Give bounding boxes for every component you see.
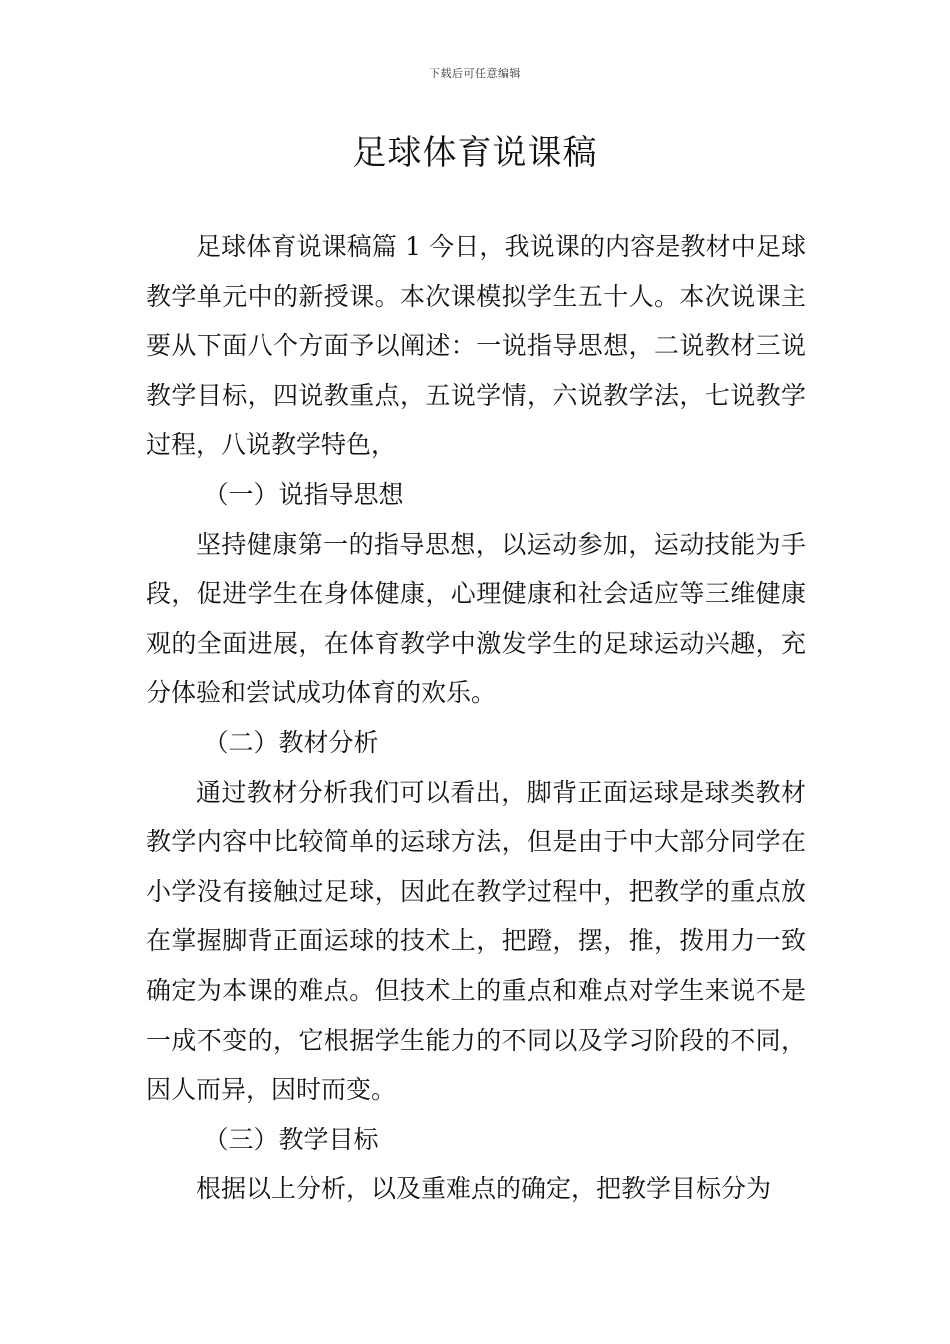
section-heading-teaching-goals: （三）教学目标	[203, 1124, 379, 1154]
section-heading-textbook-analysis: （二）教材分析	[203, 727, 379, 757]
page-title: 足球体育说课稿	[352, 133, 598, 173]
section-heading-guiding-thought: （一）说指导思想	[203, 479, 404, 509]
document-body	[146, 222, 806, 1214]
paragraph-textbook-analysis: 通过教材分析我们可以看出，脚背正面运球是球类教材教学内容中比较简单的运球方法，但是由于中大部分同学在小学没有接触过足球，因此在教学过程中，把教学的重点放在掌握脚背正面运球的技术上，把蹬，摆，推，拨用力一致确定为本课的难点。但技术上的重点和难点对学生来说不是一成不变的，它根据学生能力的不同以及学习阶段的不同，因人而异，因时而变。	[146, 777, 806, 1105]
paragraph-guiding-thought: 坚持健康第一的指导思想，以运动参加，运动技能为手段，促进学生在身体健康，心理健康和社会适应等三维健康观的全面进展，在体育教学中激发学生的足球运动兴趣，充分体验和尝试成功体育的欢乐。	[146, 529, 806, 708]
paragraph-intro: 足球体育说课稿篇 1 今日，我说课的内容是教材中足球教学单元中的新授课。本次课模拟学生五十人。本次说课主要从下面八个方面予以阐述：一说指导思想，二说教材三说教学目标，四说教重点，五说学情，六说教学法，七说教学过程，八说教学特色，	[146, 232, 806, 460]
header-note: 下载后可任意编辑	[429, 67, 521, 80]
paragraph-teaching-goals: 根据以上分析，以及重难点的确定，把教学目标分为	[196, 1174, 772, 1204]
